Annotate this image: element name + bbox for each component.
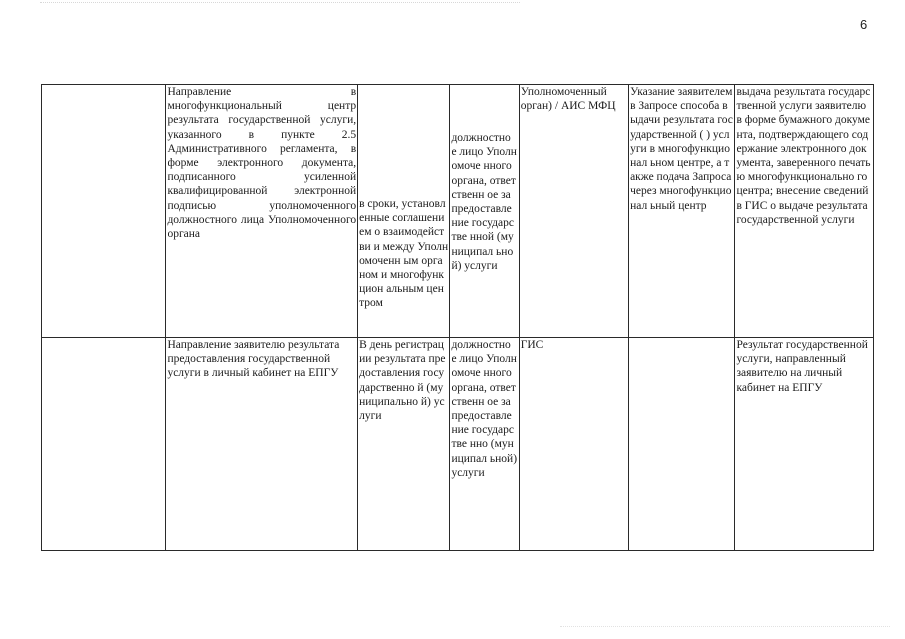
table-cell-result: Результат государственной услуги, направленный заявителю на личный кабинет на ЕПГУ [735, 338, 874, 551]
table-cell-term: В день регистрации результата предоставления государственно й (муниципально й) услуги [358, 338, 450, 551]
table-cell-criteria: Указание заявителем в Запросе способа выдачи результата государственной ( ) услуги в многофункционал ьном центре, а также подача Запроса через многофункционал ьный центр [629, 85, 735, 338]
table-row [42, 338, 874, 551]
table-cell-system: Уполномоченный орган) / АИС МФЦ [519, 85, 628, 338]
scan-artifact-top [40, 2, 520, 6]
table-cell-empty [42, 85, 166, 338]
table-cell-criteria [629, 338, 735, 551]
table-cell-system: ГИС [519, 338, 628, 551]
page-number: 6 [860, 17, 868, 32]
table-row [42, 85, 874, 338]
table-cell-result: выдача результата государственной услуги заявителю в форме бумажного документа, подтверждающего содержание электронного документа, заверенного печатью многофункционально го центра; внесение сведений в ГИС о выдаче результата государственной услуги [735, 85, 874, 338]
scan-artifact-bottom [560, 618, 890, 627]
procedure-table [41, 84, 874, 551]
table-cell-action: Направление заявителю результата предоставления государственной услуги в личный кабинет на ЕПГУ [166, 338, 358, 551]
table-cell-responsible: должностно е лицо Уполномоче нного органа, ответственн ое за предоставле ние государстве нной (муниципал ьной) услуги [450, 85, 519, 338]
table-cell-term: в сроки, установленные соглашением о взаимодействи и между Уполномоченн ым органом и многофункцион альным центром [358, 85, 450, 338]
table-cell-responsible: должностно е лицо Уполномоче нного органа, ответственн ое за предоставле ние государстве нно (муниципал ьной) услуги [450, 338, 519, 551]
table-cell-action: Направление в многофункциональный центр результата государственной услуги, указанного в пункте 2.5 Административного регламента, в форме электронного документа, подписанного усиленной квалифицированной электронной подписью уполномоченного должностного лица Уполномоченного органа [166, 85, 358, 338]
table-cell-empty [42, 338, 166, 551]
